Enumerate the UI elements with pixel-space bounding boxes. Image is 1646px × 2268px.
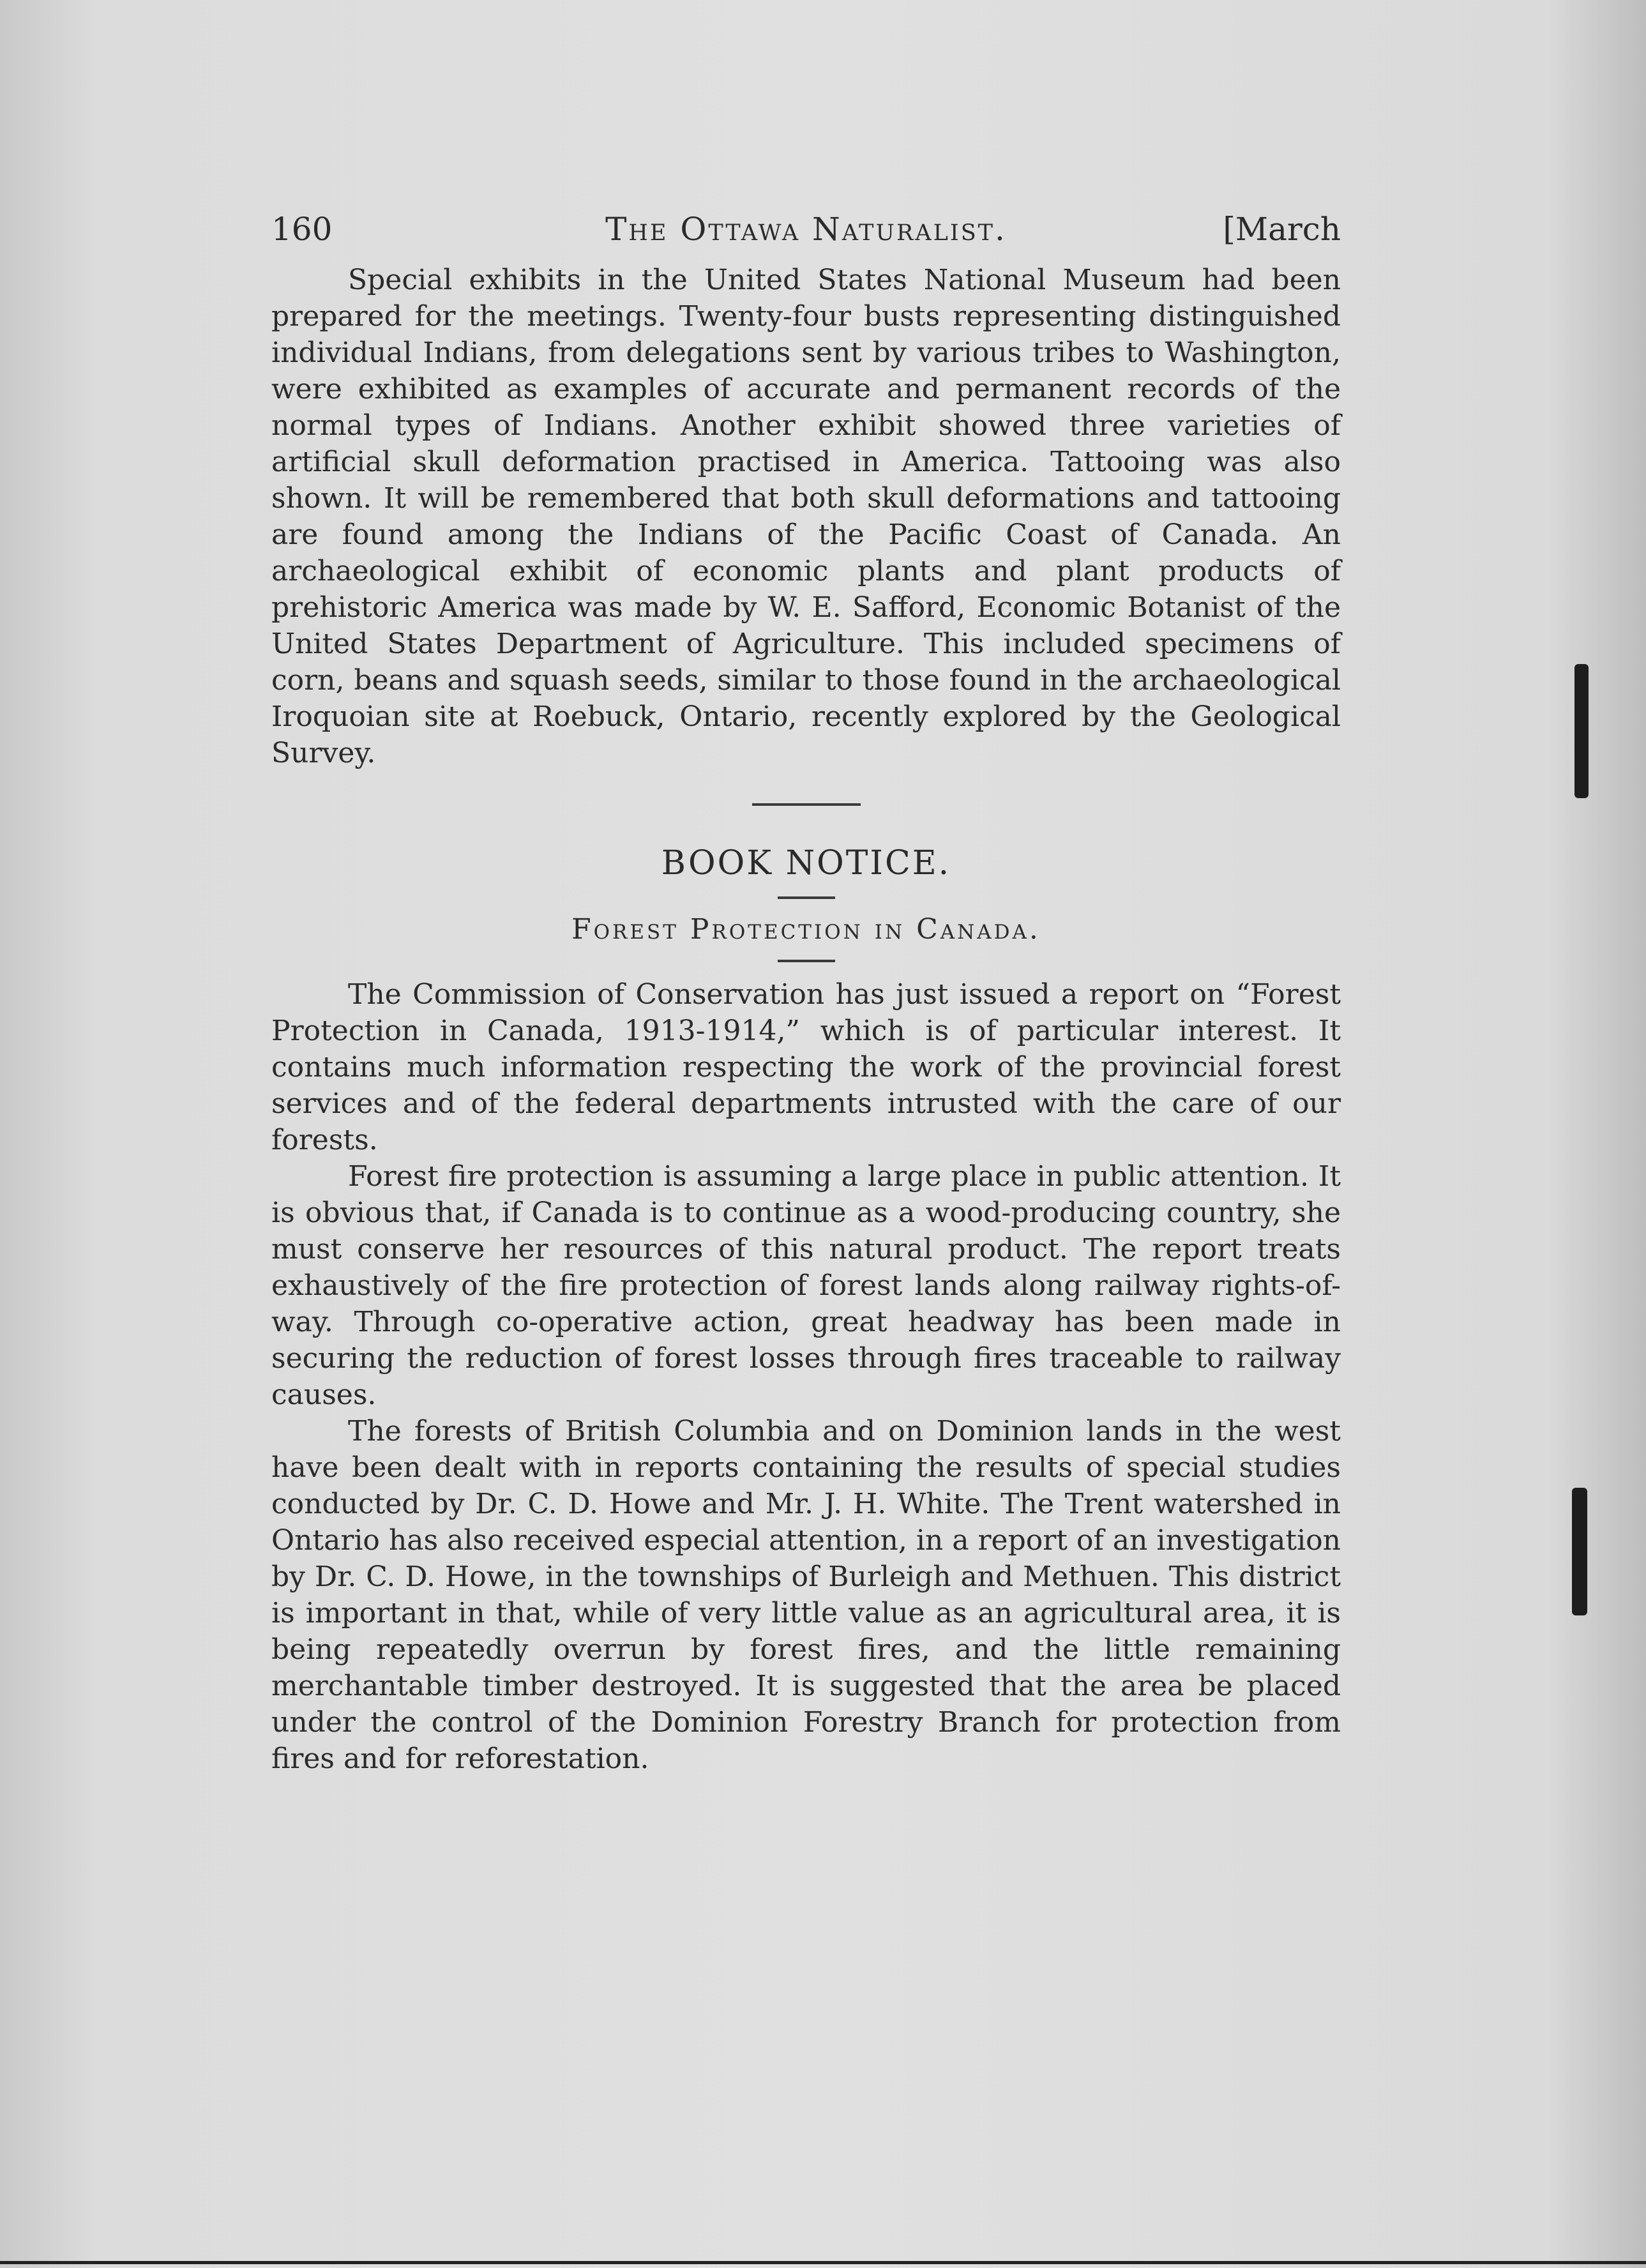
paragraph: Forest fire protection is assuming a large place in public attention. It is obvious that, if Canada is to continue as a wood-producing country, she must conserve her resources of this natural product. The report treats exhaustively of the fire protection of forest lands along railway rights-of-way. Through co-operative action, great headway has been made in securing the reduction of forest losses through fires traceable to railway causes.: [271, 1160, 1341, 1411]
paragraph: Special exhibits in the United States National Museum had been prepared for the meetings. Twenty-four busts representing distinguished individual Indians, from delegations sent by various tribes to Washington, were exhibited as examples of accurate and permanent records of the normal types of Indians. Another exhibit showed three varieties of artificial skull deformation practised in America. Tattooing was also shown. It will be remembered that both skull deformations and tattooing are found among the Indians of the Pacific Coast of Canada. An archaeological exhibit of economic plants and plant products of prehistoric America was made by W. E. Safford, Economic Botanist of the United States Department of Agriculture. This included specimens of corn, beans and squash seeds, similar to those found in the archaeological Iroquoian site at Roebuck, Ontario, recently explored by the Geological Survey.: [271, 264, 1341, 769]
book-notice-heading: BOOK NOTICE.: [661, 844, 951, 882]
subheading-rule: [778, 960, 835, 962]
article-continuation: [271, 262, 1341, 771]
binding-mark-upper: [1574, 664, 1589, 798]
section-divider: [752, 803, 861, 806]
book-notice-subheading: Forest Protection in Canada.: [571, 913, 1041, 946]
running-header: [271, 211, 1341, 262]
heading-rule: [778, 896, 835, 899]
scan-bottom-edge: [0, 2261, 1646, 2264]
paragraph: The forests of British Columbia and on Dominion lands in the west have been dealt with in reports containing the results of special studies conducted by Dr. C. D. Howe and Mr. J. H. White. The Trent watershed in Ontario has also received especial attention, in a report of an investigation by Dr. C. D. Howe, in the townships of Burleigh and Methuen. This district is important in that, while of very little value as an agricultural area, it is being repeatedly overrun by forest fires, and the little remaining merchantable timber destroyed. It is suggested that the area be placed under the control of the Dominion Forestry Branch for protection from fires and for reforestation.: [271, 1415, 1341, 1775]
page-number: 160: [271, 211, 333, 248]
book-notice-body: [271, 976, 1341, 1777]
issue-month: [March: [1223, 211, 1341, 248]
binding-mark-lower: [1572, 1488, 1587, 1615]
journal-title: The Ottawa Naturalist.: [605, 211, 1007, 248]
paragraph: The Commission of Conservation has just issued a report on “Forest Protection in Canada, 1913-1914,” which is of particular interest. It contains much information respecting the work of the provincial forest services and of the federal departments intrusted with the care of our forests.: [271, 978, 1341, 1156]
page-content: [271, 211, 1341, 1777]
